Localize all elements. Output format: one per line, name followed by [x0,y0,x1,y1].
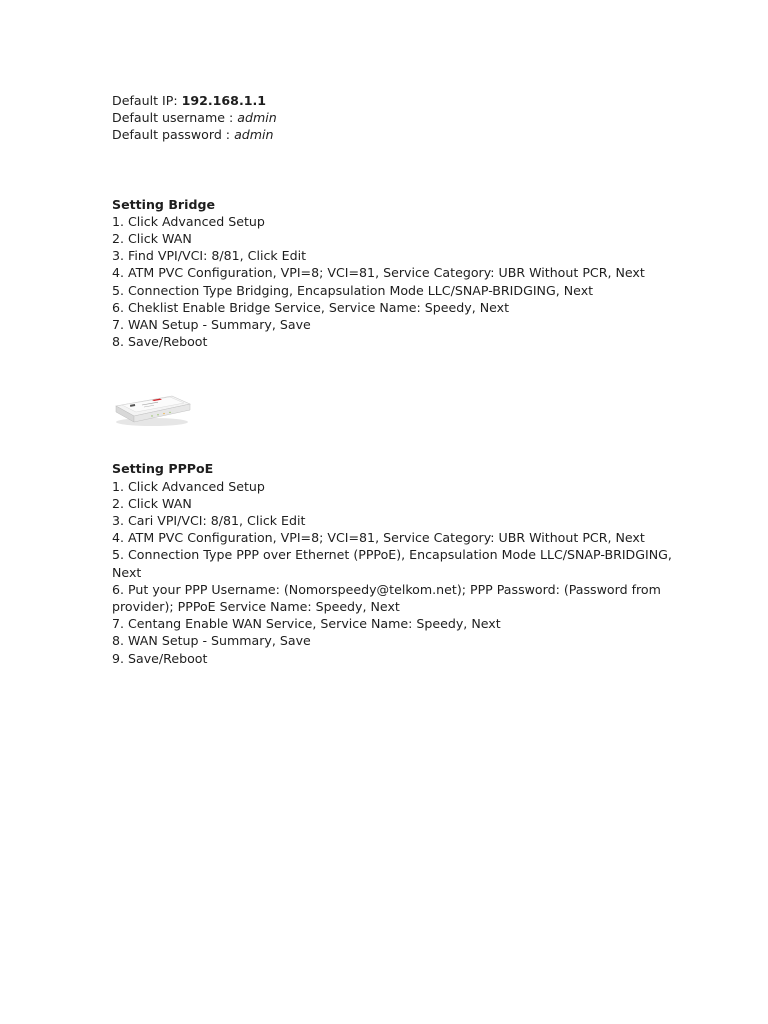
spacer [112,144,672,196]
pppoe-step: 3. Cari VPI/VCI: 8/81, Click Edit [112,513,306,529]
bridge-step: 7. WAN Setup - Summary, Save [112,317,311,333]
pppoe-step: 2. Click WAN [112,495,192,511]
pppoe-step: 8. WAN Setup - Summary, Save [112,633,311,649]
bridge-step: 6. Cheklist Enable Bridge Service, Service Name: Speedy, Next [112,299,510,315]
pppoe-step: 6. Put your PPP Username: (Nomorspeedy@telkom.net); PPP Password: (Password from provider); PPPoE Service Name: Speedy, Next [112,581,661,615]
bridge-step: 3. Find VPI/VCI: 8/81, Click Edit [112,248,307,264]
default-password-value: admin [234,127,274,143]
bridge-step: 4. ATM PVC Configuration, VPI=8; VCI=81, Service Category: UBR Without PCR, Next [112,265,645,281]
pppoe-step: 4. ATM PVC Configuration, VPI=8; VCI=81, Service Category: UBR Without PCR, Next [112,530,645,546]
bridge-step: 5. Connection Type Bridging, Encapsulation Mode LLC/SNAP-BRIDGING, Next [112,282,594,298]
document-page [112,92,672,667]
bridge-section [112,196,672,351]
bridge-section-title: Setting Bridge [112,196,216,212]
default-ip-value: 192.168.1.1 [181,93,267,108]
adsl-modem-router-image [112,384,192,428]
bridge-step: 8. Save/Reboot [112,334,208,350]
router-image-area [112,350,672,460]
bridge-steps-list [112,213,672,351]
pppoe-step: 9. Save/Reboot [112,650,208,666]
default-username-value: admin [237,110,277,126]
pppoe-step: 5. Connection Type PPP over Ethernet (PPPoE), Encapsulation Mode LLC/SNAP-BRIDGING, Next [112,547,672,580]
pppoe-step: 7. Centang Enable WAN Service, Service Name: Speedy, Next [112,616,501,632]
pppoe-steps-list [112,478,672,667]
bridge-step: 1. Click Advanced Setup [112,213,265,229]
default-ip-line [112,92,672,109]
pppoe-step: 1. Click Advanced Setup [112,478,265,494]
pppoe-section-title: Setting PPPoE [112,461,214,477]
defaults-block [112,92,672,144]
default-username-label: Default username : [112,110,238,126]
default-password-label: Default password : [112,127,235,143]
pppoe-section [112,460,672,666]
default-ip-label: Default IP: [112,93,182,108]
default-password-line [112,126,672,143]
bridge-step: 2. Click WAN [112,231,192,247]
default-username-line [112,109,672,126]
